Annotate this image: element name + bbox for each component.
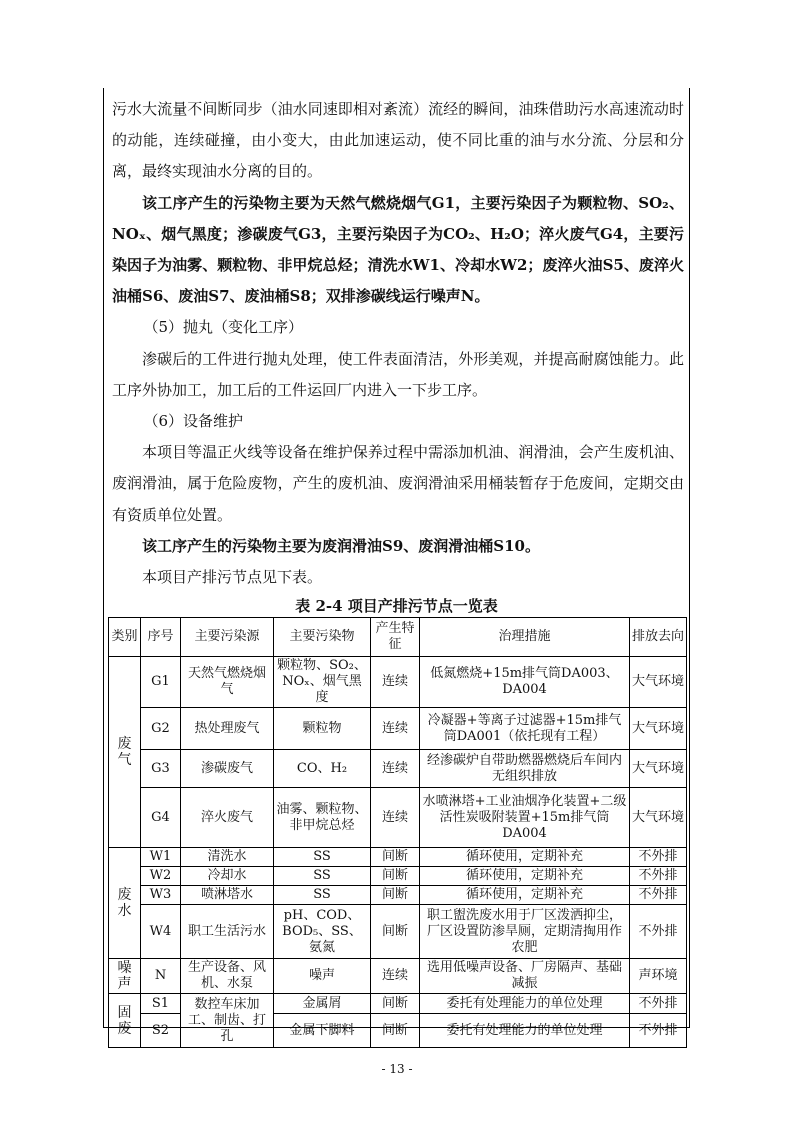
table-cell: 颗粒物、SO₂、NOₓ、烟气黑度: [274, 657, 371, 708]
table-cell: CO、H₂: [274, 750, 371, 788]
table-cell: 连续: [371, 708, 420, 750]
table-cell: G1: [141, 657, 181, 708]
paragraph-maintenance: 本项目等温正火线等设备在维护保养过程中需添加机油、润滑油，会产生废机油、废润滑油，属于危险废物，产生的废机油、废润滑油采用桶装暂存于危废间，定期交由有资质单位处置。: [112, 443, 684, 524]
table-cell: 冷凝器+等离子过滤器+15m排气筒DA001（依托现有工程）: [420, 708, 630, 750]
heading-maintenance: （6）设备维护: [143, 412, 244, 431]
header-cell: 产生特征: [371, 618, 420, 657]
category-cell: 噪声: [109, 959, 141, 994]
table-cell: W4: [141, 905, 181, 959]
table-cell: 大气环境: [630, 708, 687, 750]
table-cell: 选用低噪声设备、厂房隔声、基础减振: [420, 959, 630, 994]
table-cell: 经渗碳炉自带助燃器燃烧后车间内无组织排放: [420, 750, 630, 788]
table-cell: 生产设备、风机、水泵: [181, 959, 274, 994]
table-header: [109, 618, 687, 657]
table-cell: 连续: [371, 788, 420, 848]
table-cell: 噪声: [274, 959, 371, 994]
table-row: [109, 708, 687, 750]
table-cell: 间断: [371, 886, 420, 905]
table-row: [109, 657, 687, 708]
table-cell: 喷淋塔水: [181, 886, 274, 905]
table-row: [109, 848, 687, 867]
table-header-row: [109, 618, 687, 657]
table-cell: S1: [141, 994, 181, 1014]
table-cell: 连续: [371, 750, 420, 788]
table-row: [109, 994, 687, 1014]
table-cell: 不外排: [630, 994, 687, 1014]
table-cell: 大气环境: [630, 750, 687, 788]
table-cell: 金属屑: [274, 994, 371, 1014]
category-cell: 废水: [109, 848, 141, 959]
table-cell: 清洗水: [181, 848, 274, 867]
table-row: [109, 905, 687, 959]
table-cell: S2: [141, 1014, 181, 1048]
table-cell: SS: [274, 886, 371, 905]
table-row: [109, 886, 687, 905]
paragraph-pollutants-1: 该工序产生的污染物主要为天然气燃烧烟气G1，主要污染因子为颗粒物、SO₂、NOₓ、烟气黑度；渗碳废气G3，主要污染因子为CO₂、H₂O；淬火废气G4，主要污染因子为油雾、颗粒物、非甲烷总烃；清洗水W1、冷却水W2；废淬火油S5、废淬火油桶S6、废油S7、废油桶S8；双排渗碳线运行噪声N。: [112, 193, 684, 306]
table-cell: G4: [141, 788, 181, 848]
table-body: [109, 657, 687, 1048]
table-cell: 循环使用，定期补充: [420, 886, 630, 905]
table-cell: W2: [141, 867, 181, 886]
header-cell: 序号: [141, 618, 181, 657]
table-cell: W1: [141, 848, 181, 867]
table-cell: 冷却水: [181, 867, 274, 886]
table-cell: 热处理废气: [181, 708, 274, 750]
table-cell: 低氮燃烧+15m排气筒DA003、DA004: [420, 657, 630, 708]
table-cell: 水喷淋塔+工业油烟净化装置+二级活性炭吸附装置+15m排气筒DA004: [420, 788, 630, 848]
table-row: [109, 867, 687, 886]
table-cell: 间断: [371, 1014, 420, 1048]
paragraph-pollutants-2: 该工序产生的污染物主要为废润滑油S9、废润滑油桶S10。: [142, 536, 540, 555]
table-caption: 表 2-4 项目产排污节点一览表: [295, 597, 498, 615]
table-cell: 连续: [371, 959, 420, 994]
table-cell: W3: [141, 886, 181, 905]
table-cell: 连续: [371, 657, 420, 708]
table-row: [109, 788, 687, 848]
table-row: [109, 959, 687, 994]
table-cell: 委托有处理能力的单位处理: [420, 994, 630, 1014]
table-cell: 颗粒物: [274, 708, 371, 750]
table-cell: 间断: [371, 848, 420, 867]
table-cell: 油雾、颗粒物、非甲烷总烃: [274, 788, 371, 848]
table-cell: 大气环境: [630, 788, 687, 848]
paragraph-table-intro: 本项目产排污节点见下表。: [142, 568, 323, 587]
heading-shot-blasting: （5）抛丸（变化工序）: [143, 318, 304, 337]
paragraph-oil-water: 污水大流量不间断同步（油水同速即相对紊流）流经的瞬间，油珠借助污水高速流动时的动能，连续碰撞，由小变大，由此加速运动，使不同比重的油与水分流、分层和分离，最终实现油水分离的目的。: [112, 100, 684, 181]
table-cell: 金属下脚料: [274, 1014, 371, 1048]
table-cell: 职工生活污水: [181, 905, 274, 959]
table-cell: 不外排: [630, 886, 687, 905]
table-cell: 职工盥洗废水用于厂区泼洒抑尘，厂区设置防渗旱厕，定期清掏用作农肥: [420, 905, 630, 959]
body-text: [112, 94, 684, 593]
category-cell: 废气: [109, 657, 141, 848]
table-cell: 不外排: [630, 848, 687, 867]
table-cell: 声环境: [630, 959, 687, 994]
table-cell: N: [141, 959, 181, 994]
table-cell: 循环使用，定期补充: [420, 848, 630, 867]
table-cell: 渗碳废气: [181, 750, 274, 788]
table-cell: 数控车床加工、制齿、打孔: [181, 994, 274, 1048]
table-cell: G2: [141, 708, 181, 750]
table-row: [109, 750, 687, 788]
header-cell: 排放去向: [630, 618, 687, 657]
table-cell: 委托有处理能力的单位处理: [420, 1014, 630, 1048]
table-cell: 天然气燃烧烟气: [181, 657, 274, 708]
table-cell: SS: [274, 848, 371, 867]
page-number: - 13 -: [381, 1062, 413, 1076]
header-cell: 主要污染物: [274, 618, 371, 657]
category-cell: 固废: [109, 994, 141, 1048]
table-cell: 间断: [371, 905, 420, 959]
table-cell: 淬火废气: [181, 788, 274, 848]
table-cell: 间断: [371, 867, 420, 886]
table-cell: 循环使用，定期补充: [420, 867, 630, 886]
header-cell: 治理措施: [420, 618, 630, 657]
header-cell: 主要污染源: [181, 618, 274, 657]
table-cell: SS: [274, 867, 371, 886]
table-cell: 不外排: [630, 1014, 687, 1048]
table-cell: 不外排: [630, 867, 687, 886]
emission-table: [108, 617, 687, 1048]
paragraph-shot-blasting: 渗碳后的工件进行抛丸处理，使工件表面清洁，外形美观，并提高耐腐蚀能力。此工序外协加工，加工后的工件运回厂内进入一下步工序。: [112, 349, 684, 399]
table-cell: 间断: [371, 994, 420, 1014]
table-cell: pH、COD、BOD₅、SS、氨氮: [274, 905, 371, 959]
table-cell: 不外排: [630, 905, 687, 959]
table-cell: 大气环境: [630, 657, 687, 708]
table-cell: G3: [141, 750, 181, 788]
header-cell: 类别: [109, 618, 141, 657]
